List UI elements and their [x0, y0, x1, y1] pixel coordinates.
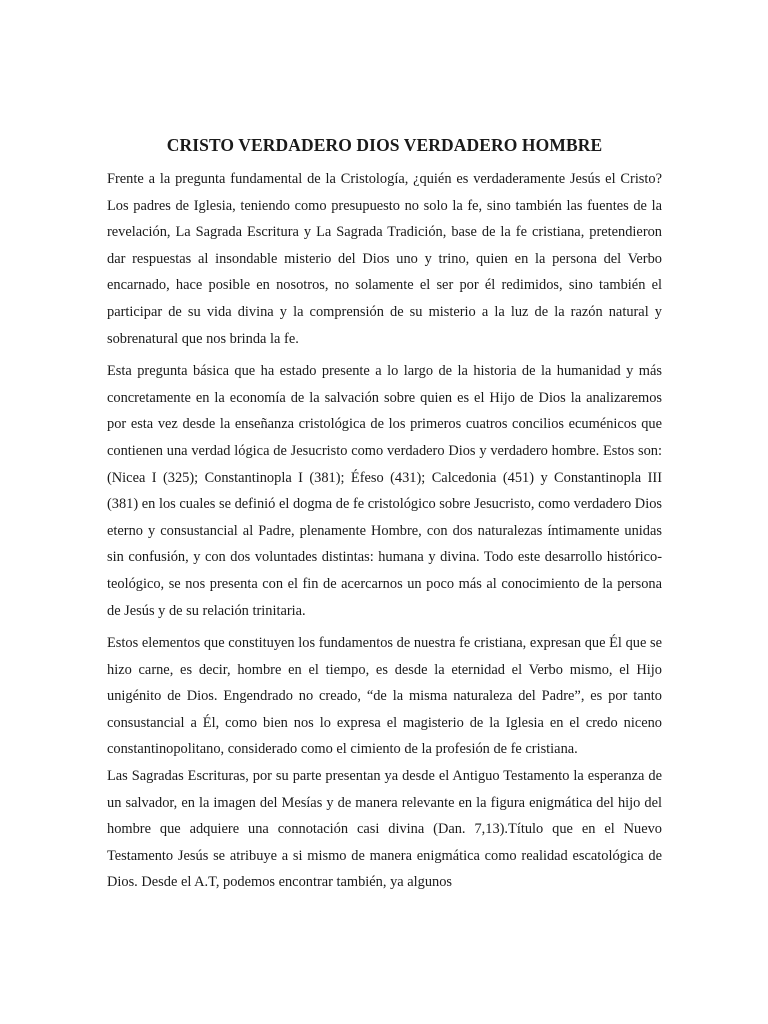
document-title: CRISTO VERDADERO DIOS VERDADERO HOMBRE [166, 135, 603, 155]
paragraph-4: Las Sagradas Escrituras, por su parte presentan ya desde el Antiguo Testamento la esperanza de un salvador, en la imagen del Mesías y de manera relevante en la figura enigmática del hijo del hombre que adquiere una connotación casi divina (Dan. 7,13).Título que en el Nuevo Testamento Jesús se atribuye a si mismo de manera enigmática como realidad escatológica de Dios. Desde el A.T, podemos encontrar también, ya algunos [107, 768, 662, 891]
paragraph-2: Esta pregunta básica que ha estado presente a lo largo de la historia de la humanidad y más concretamente en la economía de la salvación sobre quien es el Hijo de Dios la analizaremos por esta vez desde la enseñanza cristológica de los primeros cuatros concilios ecuménicos que contienen una verdad lógica de Jesucristo como verdadero Dios y verdadero hombre. Estos son: (Nicea I (325); Constantinopla I (381); Éfeso (431); Calcedonia (451) y Constantinopla III (381) en los cuales se definió el dogma de fe cristológico sobre Jesucristo, como verdadero Dios eterno y consustancial al Padre, plenamente Hombre, con dos naturalezas íntimamente unidas sin confusión, y con dos voluntades distintas: humana y divina. Todo este desarrollo histórico-teológico, se nos presenta con el fin de acercarnos un poco más al conocimiento de la persona de Jesús y de su relación trinitaria. [107, 363, 662, 619]
paragraph-1: Frente a la pregunta fundamental de la Cristología, ¿quién es verdaderamente Jesús el Cristo? Los padres de Iglesia, teniendo como presupuesto no solo la fe, sino también las fuentes de la revelación, La Sagrada Escritura y La Sagrada Tradición, base de la fe cristiana, pretendieron dar respuestas al insondable misterio del Dios uno y trino, quien en la persona del Verbo encarnado, hace posible en nosotros, no solamente el ser por él redimidos, sino también el participar de su vida divina y la comprensión de su misterio a la luz de la razón natural y sobrenatural que nos brinda la fe. [107, 171, 662, 347]
document-body [107, 134, 662, 902]
paragraph-3: Estos elementos que constituyen los fundamentos de nuestra fe cristiana, expresan que Él que se hizo carne, es decir, hombre en el tiempo, es desde la eternidad el Verbo mismo, el Hijo unigénito de Dios. Engendrado no creado, “de la misma naturaleza del Padre”, es por tanto consustancial a Él, como bien nos lo expresa el magisterio de la Iglesia en el credo niceno constantinopolitano, considerado como el cimiento de la profesión de fe cristiana. [107, 635, 662, 758]
